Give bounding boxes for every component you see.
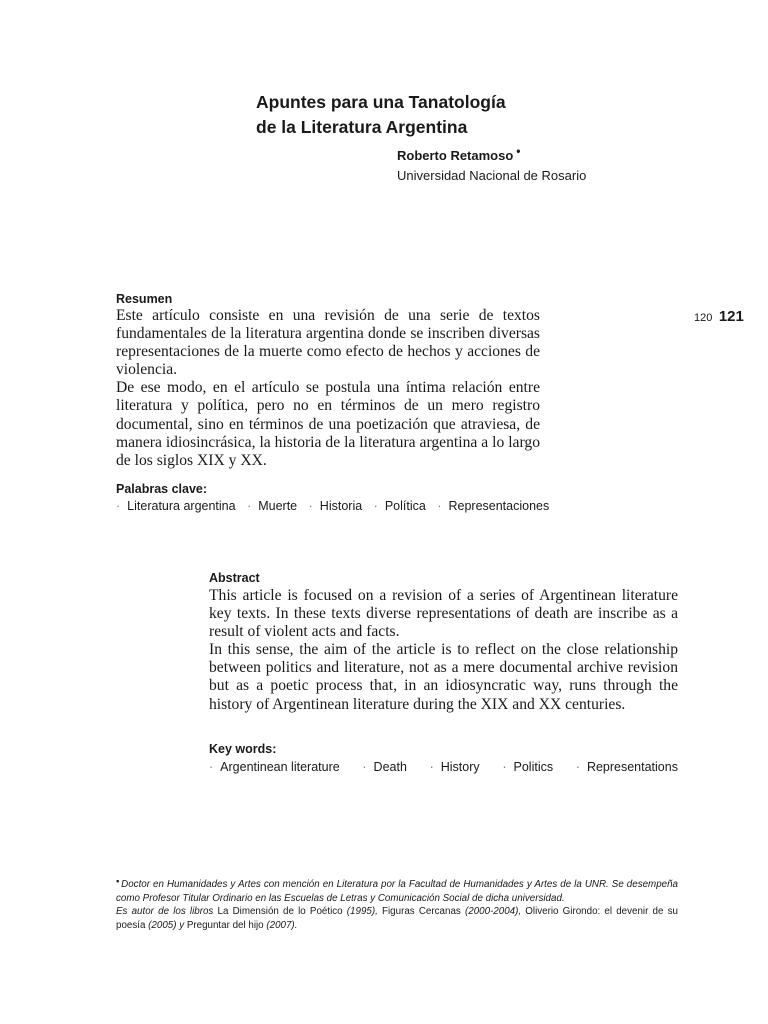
key-words-list	[209, 759, 678, 775]
resumen-paragraph-1: Este artículo consiste en una revisión de una serie de textos fundamentales de la literatura argentina donde se inscriben diversas representaciones de la muerte como efecto de hechos y acciones de violencia.	[116, 307, 540, 379]
title-line-1: Apuntes para una Tanatología	[256, 92, 506, 112]
footnote-book-title: Preguntar del hijo	[186, 919, 264, 931]
keyword-separator: ·	[437, 499, 442, 513]
footnote-book-title: La Dimensión de lo Poético	[217, 906, 343, 918]
page-number-left: 120	[694, 312, 713, 324]
article-title	[256, 90, 506, 140]
palabras-clave-list	[116, 498, 557, 514]
footnote-book-title: Oliverio Girondo: el devenir de su poesía	[116, 906, 678, 931]
keyword-separator: ·	[429, 760, 434, 774]
keyword-item: Muerte	[258, 499, 298, 513]
footnote-books	[116, 905, 678, 932]
keyword-separator: ·	[373, 499, 378, 513]
keyword-separator: ·	[209, 760, 214, 774]
author-affiliation: Universidad Nacional de Rosario	[397, 168, 587, 183]
footnote-books-intro: Es autor de los libros	[116, 906, 214, 918]
key-word-entry	[362, 759, 407, 775]
author-block	[397, 146, 586, 185]
abstract-heading: Abstract	[209, 571, 260, 585]
keyword-separator: ·	[362, 760, 367, 774]
keyword-item: Representaciones	[448, 499, 550, 513]
footnote-bio-text: Doctor en Humanidades y Artes con mención en Literatura por la Facultad de Humanidades y Artes de la UNR. Se desempeña como Profesor Titular Ordinario en las Escuelas de Letras y Comunicación Social de dicha universidad.	[116, 879, 678, 904]
key-word-entry	[576, 759, 678, 775]
keyword-item: Historia	[319, 499, 363, 513]
footnote-book-title: Figuras Cercanas	[382, 906, 461, 918]
resumen-heading: Resumen	[116, 292, 173, 306]
keyword-separator: ·	[247, 499, 252, 513]
abstract-body	[209, 587, 678, 714]
footnote-bio	[116, 878, 678, 905]
key-word-entry	[209, 759, 340, 775]
key-word-entry	[430, 759, 480, 775]
resumen-body	[116, 307, 540, 470]
keyword-separator: ·	[502, 760, 507, 774]
key-word-item: Representations	[586, 760, 678, 774]
page-number-right: 121	[718, 308, 744, 325]
key-word-entry	[502, 759, 553, 775]
keyword-item: Política	[384, 499, 426, 513]
title-line-2: de la Literatura Argentina	[256, 117, 468, 137]
key-word-item: Politics	[513, 760, 554, 774]
page-numbers	[694, 308, 744, 326]
author-name: Roberto Retamoso	[397, 148, 514, 163]
key-word-item: Argentinean literature	[220, 760, 340, 774]
footnote-book-year: (2007).	[266, 919, 298, 931]
resumen-paragraph-2: De ese modo, en el artículo se postula una íntima relación entre literatura y política, pero no en términos de un mero registro documental, sino en términos de una poetización que atraviesa, de manera idiosincrásica, la historia de la literatura argentina a lo largo de los siglos XIX y XX.	[116, 379, 540, 469]
abstract-paragraph-1: This article is focused on a revision of a series of Argentinean literature key texts. In these texts diverse representations of death are inscribe as a result of violent acts and facts.	[209, 587, 678, 641]
footnote-book-year: (2000-2004),	[464, 906, 522, 918]
key-words-heading: Key words:	[209, 742, 277, 756]
abstract-paragraph-2: In this sense, the aim of the article is to reflect on the close relationship between politics and literature, not as a mere documental archive revision but as a poetic process that, in an idiosyncratic way, runs through the history of Argentinean literature during the XIX and XX centuries.	[209, 641, 678, 713]
footnote-book-year: (1995),	[346, 906, 378, 918]
keyword-item: Literatura argentina	[127, 499, 236, 513]
keyword-separator: ·	[116, 499, 121, 513]
key-word-item: History	[440, 760, 480, 774]
footnote	[116, 878, 678, 932]
palabras-clave-heading: Palabras clave:	[116, 482, 208, 496]
footnote-marker: •	[116, 876, 120, 886]
footnote-book-year: (2005) y	[148, 919, 185, 931]
keyword-separator: ·	[575, 760, 580, 774]
keyword-separator: ·	[308, 499, 313, 513]
key-word-item: Death	[373, 760, 407, 774]
footnote-marker: •	[516, 144, 521, 158]
